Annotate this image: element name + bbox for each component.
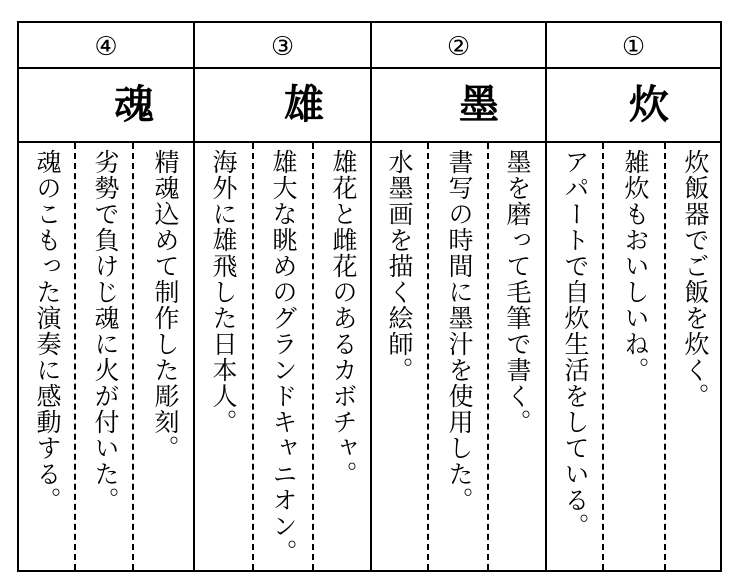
kanji-heading-3: 雄: [284, 82, 324, 128]
example-sentence: 水墨画を描く絵師。: [385, 149, 414, 383]
kanji-heading-4: 魂: [114, 82, 154, 128]
example-sentence: 精魂込めて制作した彫刻。: [151, 149, 180, 461]
kanji-worksheet: [17, 21, 722, 572]
example-sentence: 書写の時間に墨汁を使用した。: [445, 149, 474, 513]
dashed-separator: [487, 143, 489, 570]
example-sentence: 海外に雄飛した日本人。: [209, 149, 238, 435]
example-sentence: 雑炊もおいしいね。: [621, 149, 650, 383]
column-number-1: ①: [621, 32, 646, 62]
example-sentence: 雄大な眺めのグランドキャニオン。: [269, 149, 298, 565]
column-number-3: ③: [270, 32, 295, 62]
column-number-2: ②: [446, 32, 471, 62]
example-sentence: 墨を磨って毛筆で書く。: [503, 149, 532, 435]
column-divider: [193, 23, 195, 570]
example-sentence: 劣勢で負けじ魂に火が付いた。: [91, 149, 120, 513]
example-sentence: 魂のこもった演奏に感動する。: [33, 149, 62, 513]
column-number-4: ④: [94, 32, 118, 62]
kanji-heading-2: 墨: [459, 82, 499, 128]
dashed-separator: [132, 143, 134, 570]
kanji-heading-1: 炊: [629, 82, 669, 128]
dashed-separator: [427, 143, 429, 570]
dashed-separator: [312, 143, 314, 570]
dashed-separator: [602, 143, 604, 570]
example-sentence: 炊飯器でご飯を炊く。: [681, 149, 710, 409]
dashed-separator: [664, 143, 666, 570]
example-sentence: アパートで自炊生活をしている。: [561, 149, 590, 539]
example-sentence: 雄花と雌花のあるカボチャ。: [329, 149, 358, 487]
dashed-separator: [74, 143, 76, 570]
dashed-separator: [252, 143, 254, 570]
